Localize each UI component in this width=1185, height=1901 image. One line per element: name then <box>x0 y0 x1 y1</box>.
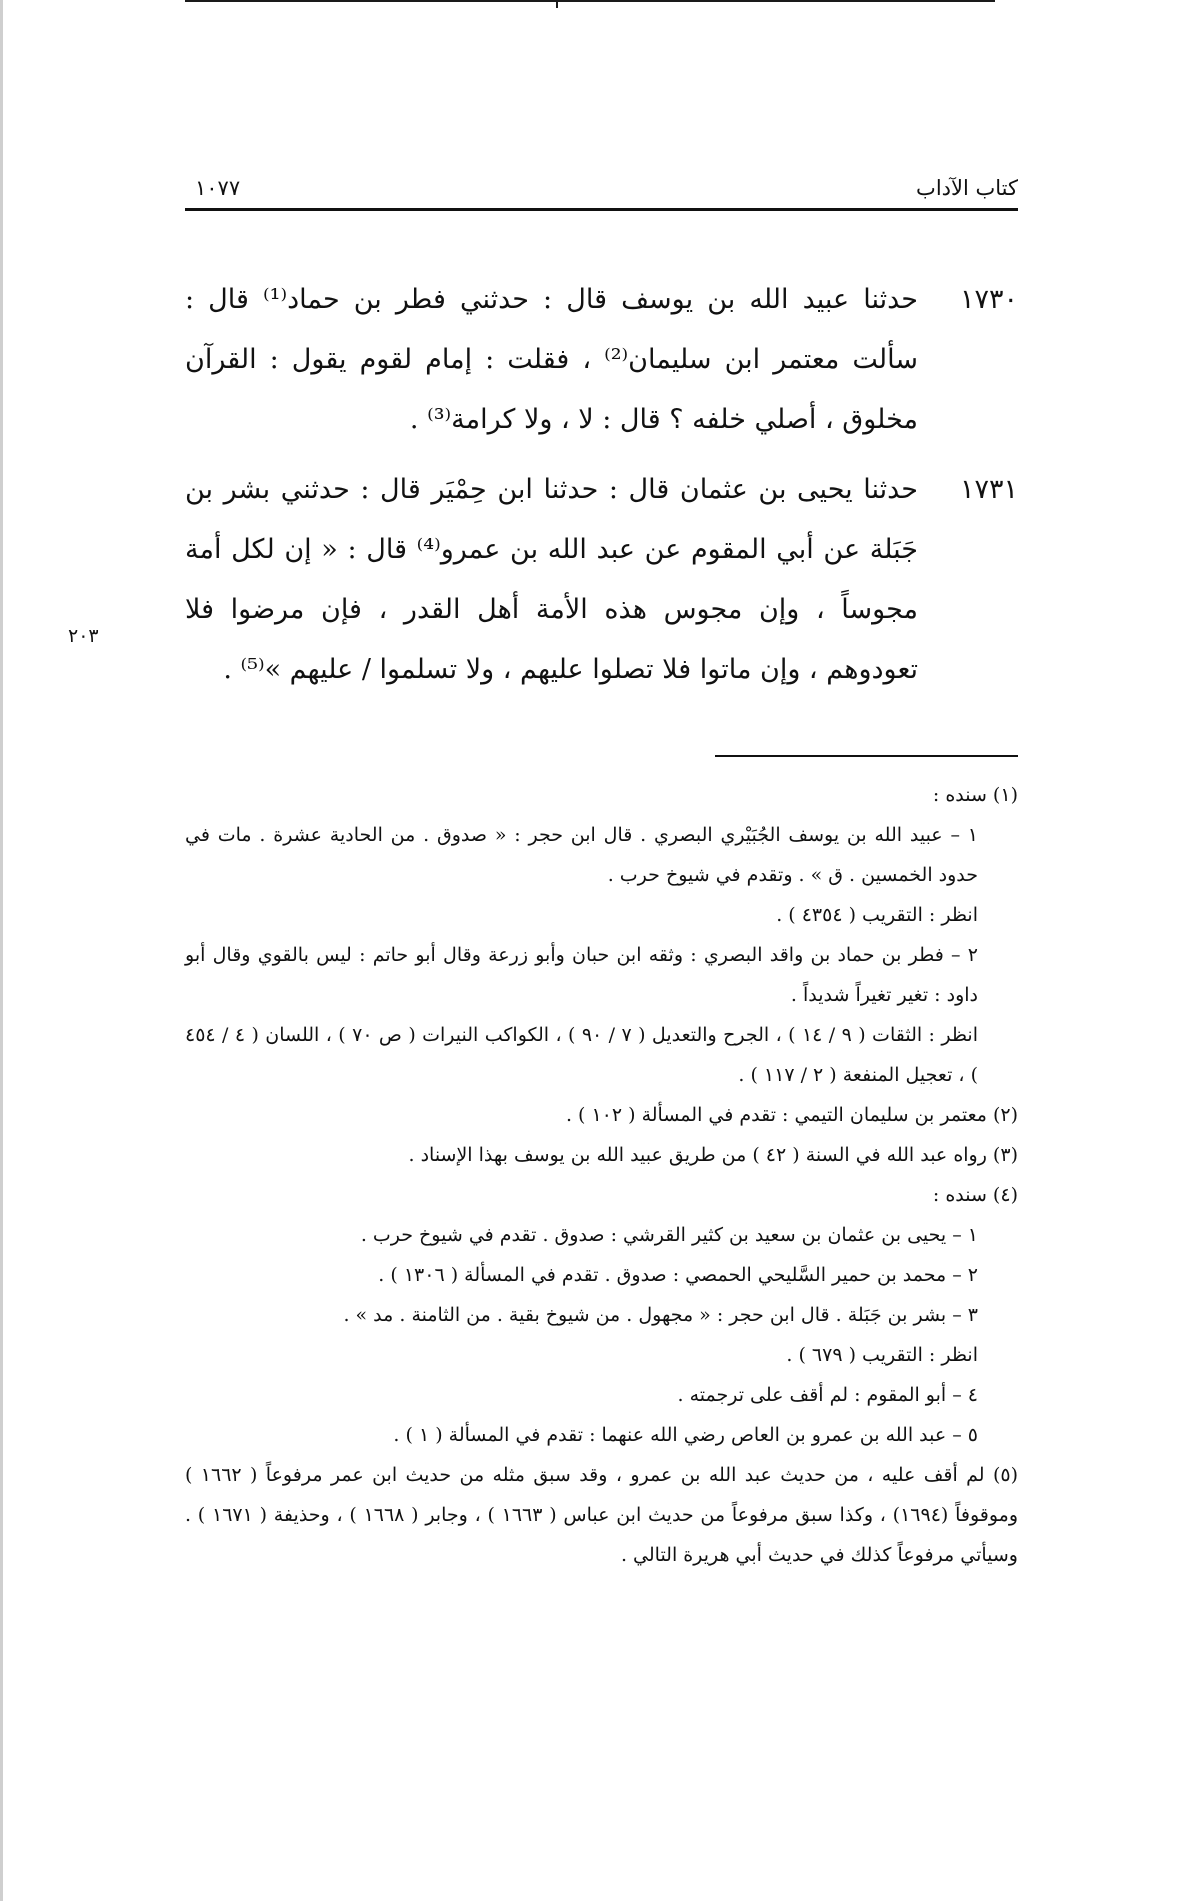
header-rule <box>185 208 1018 211</box>
footnote-line: ٥ – عبد الله بن عمرو بن العاص رضي الله عنهما : تقدم في المسألة ( ١ ) . <box>393 1424 978 1446</box>
footnote-line: ٢ – محمد بن حمير السَّليحي الحمصي : صدوق . تقدم في المسألة ( ١٣٠٦ ) . <box>378 1264 978 1286</box>
footnote-line: انظر : الثقات ( ٩ / ١٤ ) ، الجرح والتعديل ( ٧ / ٩٠ ) ، الكواكب النيرات ( ص ٧٠ ) ، اللسان ( ٤ / ٤٥٤ ) ، تعجيل المنفعة ( ٢ / ١١٧ ) . <box>185 1024 978 1086</box>
footnote-line: ١ – يحيى بن عثمان بن سعيد بن كثير القرشي : صدوق . تقدم في شيوخ حرب . <box>360 1224 978 1246</box>
hadith-text: حدثنا يحيى بن عثمان قال : حدثنا ابن حِمْيَر قال : حدثني بشر بن جَبَلة عن أبي المقوم عن عبد الله بن عمرو⁽⁴⁾ قال : « إن لكل أمة مجوساً ، وإن مجوس هذه الأمة أهل القدر ، فإن مرضوا فلا تعودوهم ، وإن ماتوا فلا تصلوا عليهم ، ولا تسلموا / عليهم »⁽⁵⁾ . <box>185 474 918 685</box>
hadith-number: ١٧٣٠ <box>959 284 1018 315</box>
scan-tick-mark <box>556 0 558 8</box>
page-header <box>185 176 1018 204</box>
footnote-line: (٢) معتمر بن سليمان التيمي : تقدم في المسألة ( ١٠٢ ) . <box>565 1104 1018 1126</box>
footnotes <box>185 775 1018 1575</box>
page-number: ١٠٧٧ <box>195 176 241 200</box>
footnote-line: (٥) لم أقف عليه ، من حديث عبد الله بن عمرو ، وقد سبق مثله من حديث ابن عمر مرفوعاً ( ١٦٦٢ ) وموقوفاً (١٦٩٤) ، وكذا سبق مرفوعاً من حديث ابن عباس ( ١٦٦٣ ) ، وجابر ( ١٦٦٨ ) ، وحذيفة ( ١٦٧١ ) . وسيأتي مرفوعاً كذلك في حديث أبي هريرة التالي . <box>185 1464 1019 1566</box>
footnote-line: ٤ – أبو المقوم : لم أقف على ترجمته . <box>677 1384 978 1406</box>
footnote-line: ٢ – فطر بن حماد بن واقد البصري : وثقه ابن حبان وأبو زرعة وقال أبو حاتم : ليس بالقوي وقال أبو داود : تغير تغيراً شديداً . <box>185 944 978 1006</box>
scan-top-edge <box>185 0 995 2</box>
footnote-line: ١ – عبيد الله بن يوسف الجُبَيْري البصري . قال ابن حجر : « صدوق . من الحادية عشرة . مات في حدود الخمسين . ق » . وتقدم في شيوخ حرب . <box>185 824 978 886</box>
hadith-number: ١٧٣١ <box>959 474 1018 505</box>
hadith-text: حدثنا عبيد الله بن يوسف قال : حدثني فطر بن حماد⁽¹⁾ قال : سألت معتمر ابن سليمان⁽²⁾ ، فقلت : إمام لقوم يقول : القرآن مخلوق ، أصلي خلفه ؟ قال : لا ، ولا كرامة⁽³⁾ . <box>185 284 918 435</box>
hadith-1730 <box>185 270 1018 450</box>
margin-page-reference: ٢٠٣ <box>68 625 99 647</box>
footnote-line: ٣ – بشر بن جَبَلة . قال ابن حجر : « مجهول . من شيوخ بقية . من الثامنة . مد » . <box>343 1304 978 1326</box>
book-title: كتاب الآداب <box>916 176 1018 200</box>
hadith-1731 <box>185 460 1018 700</box>
footnote-line: (٤) سنده : <box>932 1184 1018 1206</box>
scan-edge <box>0 0 3 1901</box>
footnote-line: (١) سنده : <box>932 784 1018 806</box>
footnote-line: انظر : التقريب ( ٦٧٩ ) . <box>786 1344 978 1366</box>
footnote-separator <box>715 755 1018 757</box>
hadith-list <box>185 270 1018 710</box>
footnote-line: انظر : التقريب ( ٤٣٥٤ ) . <box>776 904 978 926</box>
footnote-line: (٣) رواه عبد الله في السنة ( ٤٢ ) من طريق عبيد الله بن يوسف بهذا الإسناد . <box>408 1144 1018 1166</box>
